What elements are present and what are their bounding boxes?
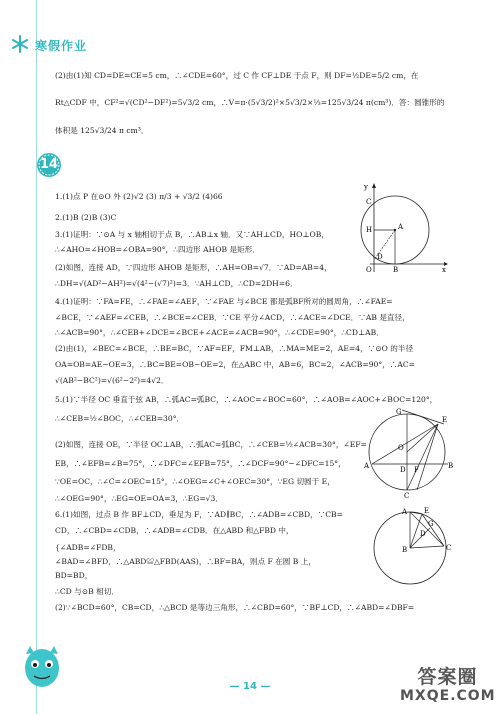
text-line: CD，∴∠CBD=∠CDB，∴∠ADB=∠CDB．在△ABD 和△FBD 中， [55,526,294,535]
fig3-label-a: A [402,508,408,516]
fig2-label-o: O [398,444,404,452]
figure-circle-tangent [362,404,456,498]
badge-number: 14 [39,157,59,172]
page-number: — 14 — [229,681,271,692]
fig3-label-g: G [428,520,434,528]
text-line: ∴∠OEG=90°，∴EG=OE=OA=3，∴EG=√3． [55,494,223,503]
fig2-label-e: E [442,416,448,424]
fig1-label-c: C [366,198,372,206]
text-line: (2)由(1)，∠BEC=∠BCE，∴BE=BC，∵AF=EF，FM⊥AB，∴MA=ME=2，AE=4，∵⊙O 的半径 [55,344,414,353]
fig1-label-y: y [364,183,368,191]
text-line: √(AB²−BC²)=√(6²−2²)=4√2． [55,376,169,385]
text-line: BD=BD， [55,571,93,580]
fig2-label-d: D [400,466,406,474]
watermark-line2: MXQE.COM [400,688,496,704]
watermark-logo [400,660,495,710]
fig1-label-a: A [398,223,404,231]
text-line: ∴DH=√(AD²−AH²)=√(4²−(√7)²)=3．∵AH⊥CD，∴CD=2DH=6． [55,279,298,288]
section-badge [36,152,62,178]
fig1-label-b: B [393,266,399,274]
text-line: 1.(1)点 P 在⊙O 外 (2)√2 (3) π/3 + √3/2 (4)66 [55,192,223,201]
text-line: Rt△CDF 中，CF²=√(CD²−DF²)=5√3/2 cm，∴V=π·(5√3/2)²×5√3/2×⅓=125√3/24 π(cm³)．答：圆锥形的 [55,98,445,107]
fig3-label-d: D [420,530,426,538]
text-line: ∴CD 与⊙B 相切． [55,587,119,596]
fig3-label-c: C [446,544,452,552]
fig1-label-x: x [442,266,446,274]
text-line: 4.(1)证明：∵FA=FE，∴∠FAE=∠AEF，∵∠FAE 与∠BCE 都是弧BF所对的圆周角，∴∠FAE= [55,297,393,306]
fig2-label-b: B [448,462,454,470]
text-line: ∠BCE，∵∠AEF=∠CEB，∴∠BCE=∠CEB．∵CE 平分∠ACD，∴∠ACE=∠DCE．∵AB 是直径， [55,313,410,322]
text-line: EB，∴∠EFB=∠B=75°，∴∠DFC=∠EFB=75°，∴∠DCF=90°−∠DFC=15°， [55,459,346,468]
text-line: (2)如图，连接 OE，∵半径 OC⊥AB，∴弧AC=弧BC，∴∠CEB=½∠ACB=30°，∠EF= [55,440,367,449]
figure-circle-b [370,506,456,590]
fig2-label-f: F [414,466,419,474]
text-line: ∴∠ACB=90°，∴∠CEB+∠DCE=∠BCE+∠ACE=∠ACB=90°，∴∠CDE=90°，∴CD⊥AB． [55,328,384,337]
figure-circle-axes [360,182,450,274]
fig1-label-o: O [366,266,372,274]
text-line: {∠ADB=∠FDB， [55,543,121,552]
text-line: 6.(1)如图，过点 B 作 BF⊥CD，垂足为 F，∵AD∥BC，∴∠ADB=∠CBD，∵CB= [55,510,343,519]
text-line: 3.(1)证明：∵⊙A 与 x 轴相切于点 B，∴AB⊥x 轴．又∵AH⊥CD，HO⊥OB， [55,230,329,239]
text-line: (2)由(1)知 CD=DE=CE=5 cm，∴∠CDE=60°，过 C 作 CF⊥DE 于点 F，则 DF=½DE=5/2 cm，在 [55,71,419,80]
text-line: (2)如图，连接 AD，∵四边形 AHOB 是矩形，∴AH=OB=√7．∵AD=AB=4， [55,263,332,272]
fig2-label-g: G [396,408,402,416]
watermark-line1: 答案圈 [417,666,478,688]
fig3-label-e: E [424,507,430,515]
fig2-label-a: A [364,462,370,470]
text-line: ∵OE=OC，∴∠C=∠OEC=15°，∴∠OEG=∠C+∠OEC=30°，∵EG 切圆于 E， [55,477,335,486]
text-line: OA=OB=AE−OE=3，∴BC=BE=OB−OE=2，在△ABC 中，AB=6，BC=2，∠ACB=90°，∴AC= [55,360,416,369]
fig1-label-d: D [377,253,383,261]
snowflake-icon [10,34,30,54]
y-axis-arrow-icon [372,183,376,188]
text-line: 5.(1)∵半径 OC 垂直于弦 AB，∴弧AC=弧BC，∴∠AOC=∠BOC=60°，∴∠AOB=∠AOC+∠BOC=120°， [55,395,438,404]
fig1-label-h: H [366,226,373,234]
text-line: ∴∠AHO=∠HOB=∠OBA=90°，∴四边形 AHOB 是矩形． [55,245,260,254]
fig2-label-c: C [404,492,410,498]
fig3-label-b: B [402,546,408,554]
text-line: ∴∠CEB=½∠BOC，∴∠CEB=30°． [55,414,185,423]
margin-line [36,0,37,714]
header-title: 寒假作业 [35,39,88,53]
text-line: 体积是 125√3/24 π cm³． [55,126,149,135]
text-line: 2.(1)B (2)B (3)C [55,213,117,222]
text-line: ∠BAD=∠BFD，∴△ABD≌△FBD(AAS)，∴BF=BA，则点 F 在圆 B 上， [55,557,316,566]
text-line: (2)∵∠BCD=60°，CB=CD，∴△BCD 是等边三角形，∴∠CBD=60°，∵BF⊥CD，∴∠ABD=∠DBF= [55,603,415,612]
